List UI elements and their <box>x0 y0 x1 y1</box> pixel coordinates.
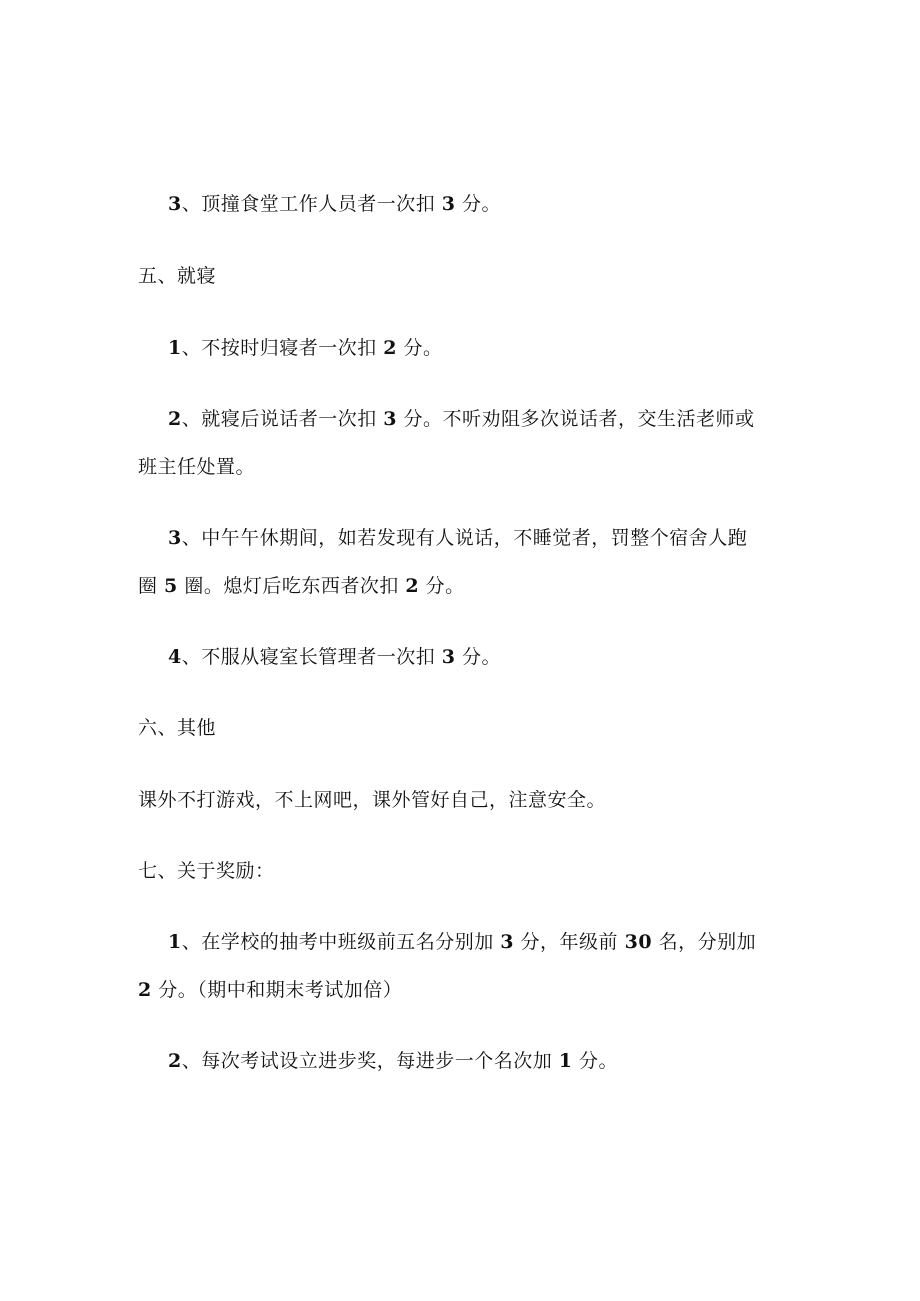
line-text: 、每次考试设立进步奖，每进步一个名次加 <box>181 1050 559 1072</box>
rule-sleep-1 <box>168 336 443 360</box>
line-text: 圈 <box>138 575 165 597</box>
number-text: 2 <box>383 337 398 359</box>
line-text: 课外不打游戏，不上网吧，课外管好自己，注意安全。 <box>138 789 607 811</box>
line-text: 、在学校的抽考中班级前五名分别加 <box>181 931 501 953</box>
line-text: 、顶撞食堂工作人员者一次扣 <box>181 193 442 215</box>
rule-sleep-3-continued <box>138 574 465 598</box>
number-text: 3 <box>441 646 456 668</box>
number-text: 1 <box>168 931 182 953</box>
rule-reward-1-continued <box>138 978 402 1002</box>
line-text: 分，年级前 <box>514 931 625 953</box>
line-text: 分。 <box>419 575 465 597</box>
line-text: 分。 <box>397 337 443 359</box>
section-heading-other <box>138 716 216 740</box>
line-text: 五、就寝 <box>138 265 217 287</box>
number-text: 2 <box>405 575 420 597</box>
number-text: 3 <box>441 193 456 215</box>
line-text: 六、其他 <box>138 717 217 739</box>
number-text: 4 <box>168 646 182 668</box>
number-text: 3 <box>383 408 398 430</box>
rule-sleep-3 <box>168 526 747 550</box>
section-heading-sleep <box>138 264 216 288</box>
section-heading-rewards <box>138 859 275 883</box>
rule-reward-1 <box>168 930 756 954</box>
rule-canteen-3 <box>168 192 501 216</box>
number-text: 2 <box>168 408 182 430</box>
line-text: 、就寝后说话者一次扣 <box>181 408 384 430</box>
number-text: 3 <box>168 193 182 215</box>
number-text: 1 <box>168 337 182 359</box>
line-text: 、中午午休期间，如若发现有人说话，不睡觉者，罚整个宿舍人跑 <box>181 527 748 549</box>
rule-sleep-2-continued <box>138 455 255 479</box>
number-text: 2 <box>168 1050 182 1072</box>
line-text: 分。（期中和期末考试加倍） <box>151 979 403 1001</box>
rule-reward-2 <box>168 1049 618 1073</box>
line-text: 分。 <box>572 1050 619 1072</box>
line-text: 、不按时归寝者一次扣 <box>181 337 384 359</box>
line-text: 名，分别加 <box>652 931 757 953</box>
line-text: 分。 <box>455 646 502 668</box>
rule-sleep-4 <box>168 645 501 669</box>
number-text: 5 <box>164 575 178 597</box>
number-text: 3 <box>168 527 182 549</box>
rule-sleep-2 <box>168 407 755 431</box>
line-text: 分。不听劝阻多次说话者，交生活老师或 <box>397 408 755 430</box>
line-text: 圈。熄灯后吃东西者次扣 <box>177 575 406 597</box>
rule-other <box>138 788 606 812</box>
number-text: 2 <box>138 979 152 1001</box>
line-text: 分。 <box>455 193 502 215</box>
line-text: 班主任处置。 <box>138 456 256 478</box>
number-text: 30 <box>624 931 653 953</box>
number-text: 1 <box>558 1050 573 1072</box>
line-text: 七、关于奖励： <box>138 860 275 882</box>
number-text: 3 <box>500 931 515 953</box>
line-text: 、不服从寝室长管理者一次扣 <box>181 646 442 668</box>
